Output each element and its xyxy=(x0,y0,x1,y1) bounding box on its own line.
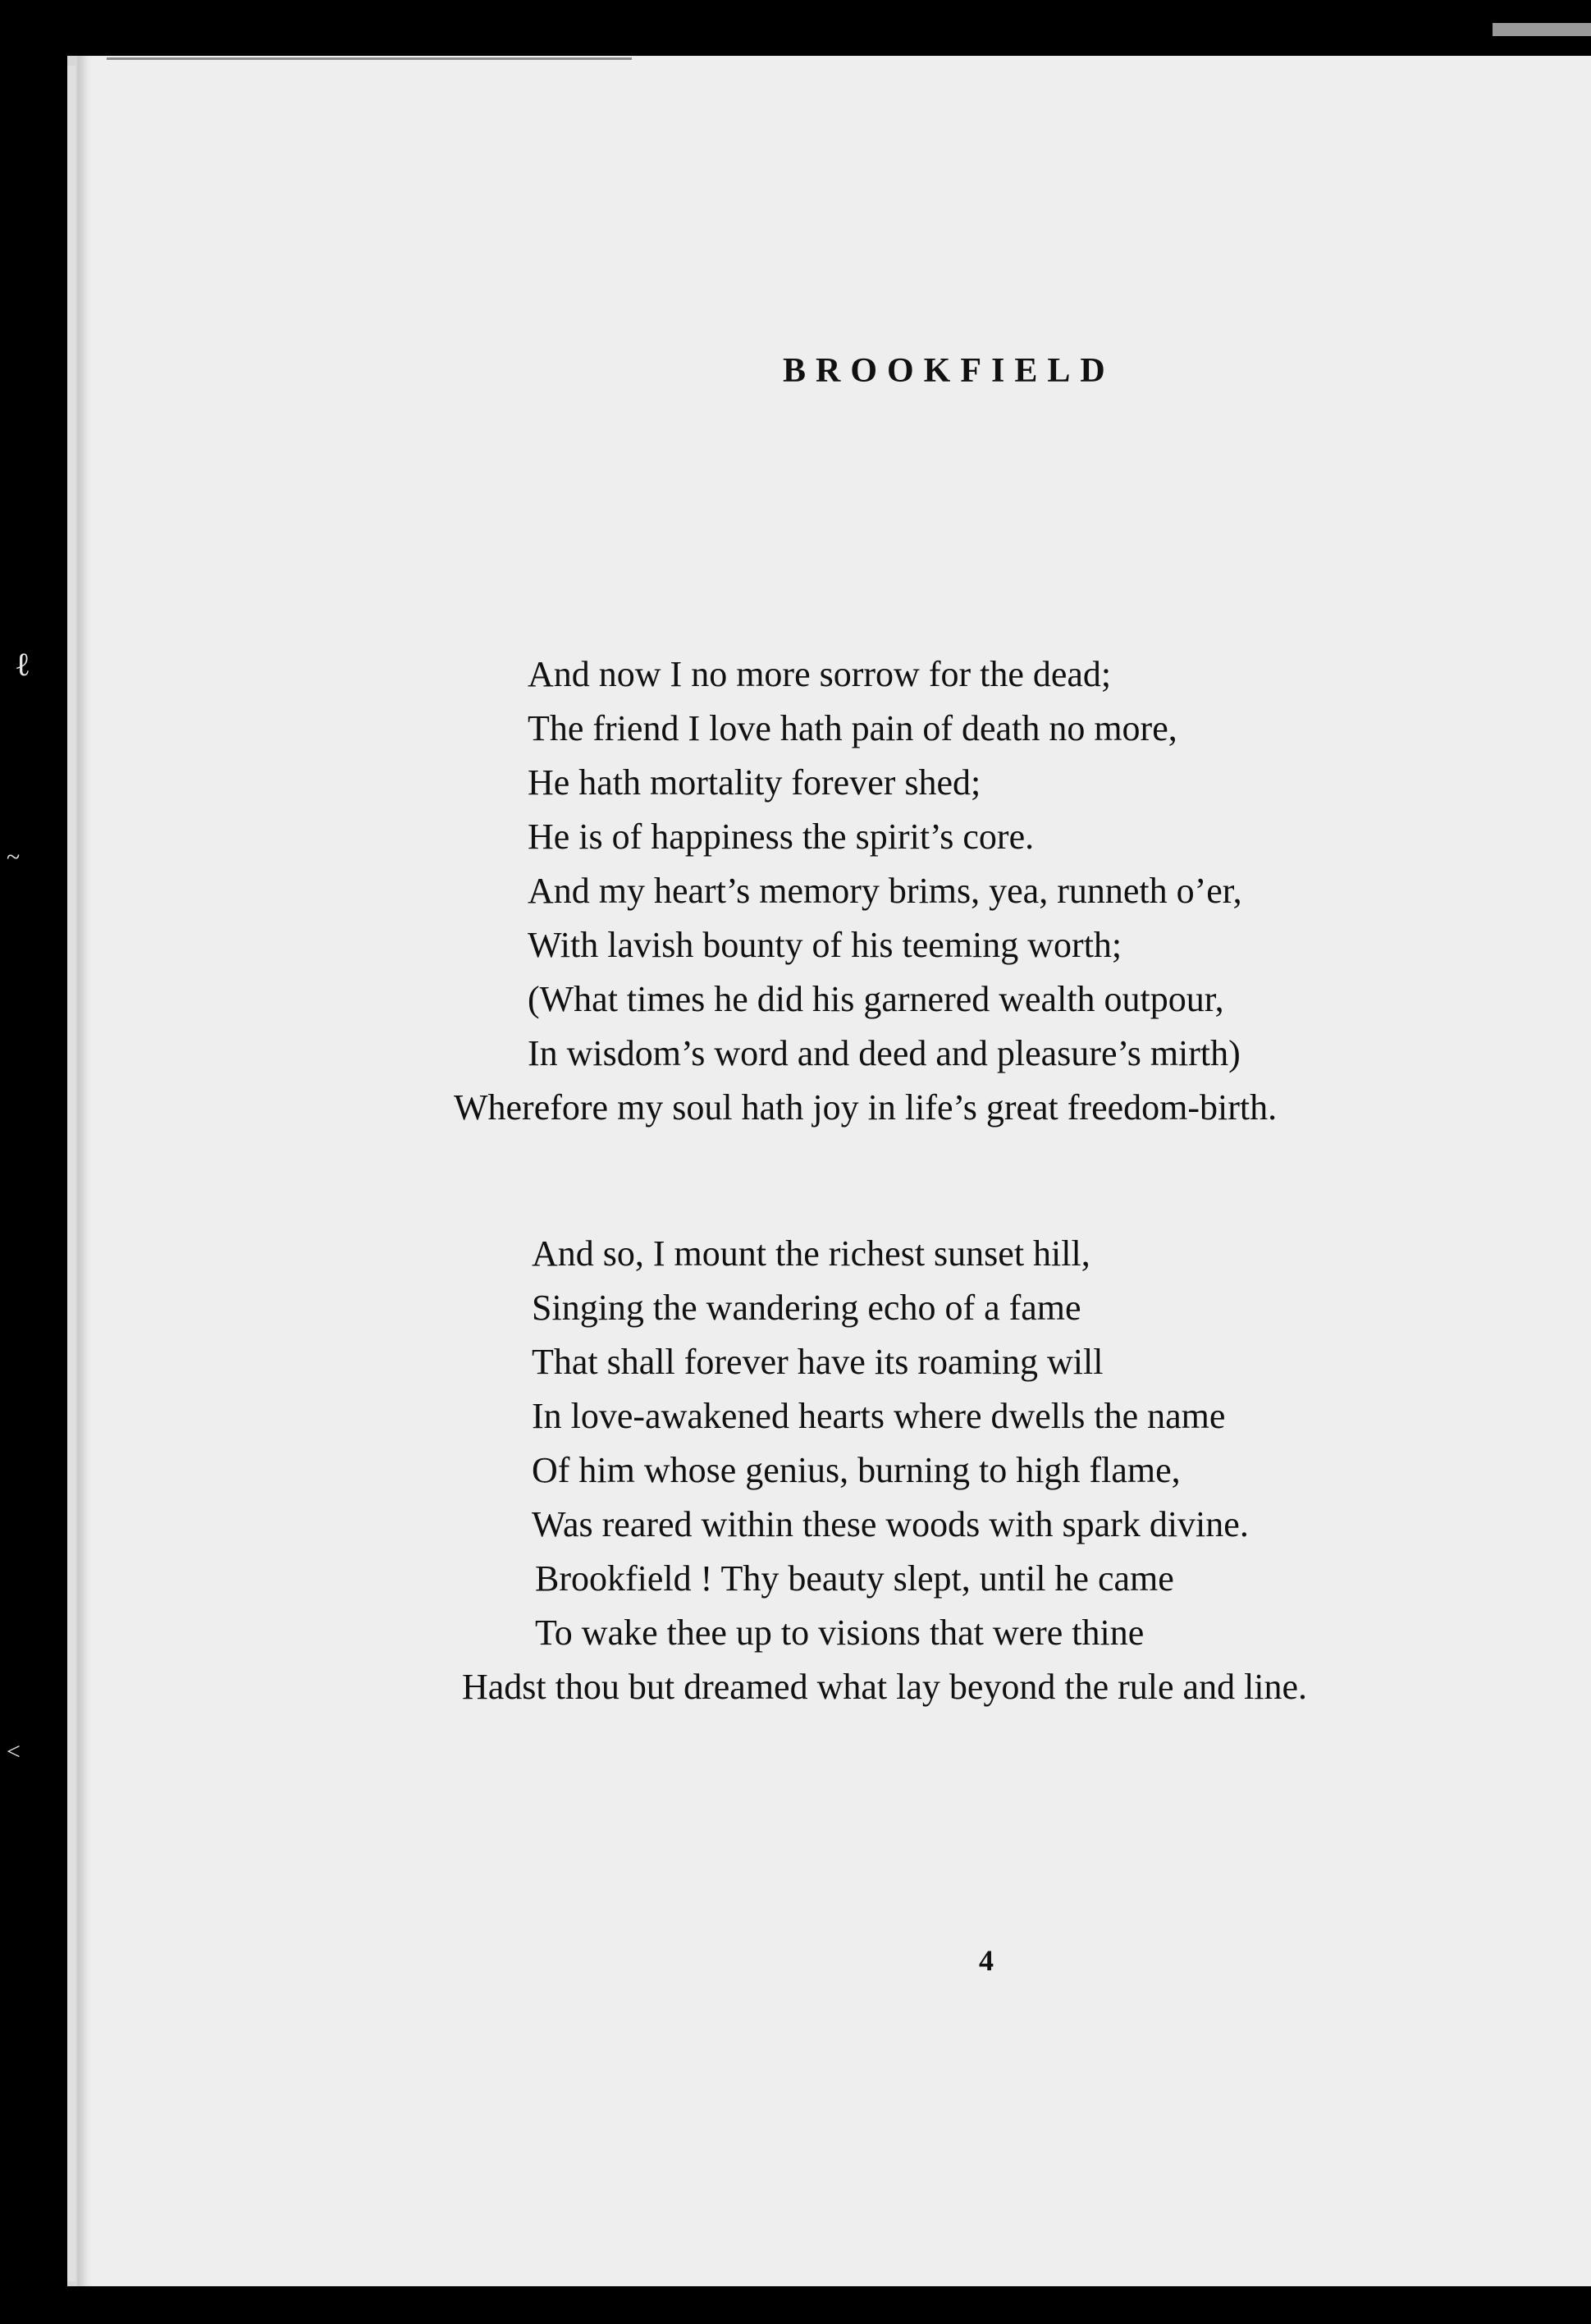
poem-line: Wherefore my soul hath joy in life’s great freedom-birth. xyxy=(454,1087,1278,1128)
page-number: 4 xyxy=(979,1944,994,1977)
poem-line: To wake thee up to visions that were thine xyxy=(535,1613,1145,1653)
poem-line: Singing the wandering echo of a fame xyxy=(532,1288,1081,1328)
margin-tick-icon: < xyxy=(7,1738,21,1765)
poem-line: (What times he did his garnered wealth outpour, xyxy=(528,979,1224,1019)
poem-line: The friend I love hath pain of death no more, xyxy=(528,708,1177,748)
poem-line: Brookfield ! Thy beauty slept, until he came xyxy=(535,1558,1174,1599)
poem-line: He is of happiness the spirit’s core. xyxy=(528,817,1035,857)
scan-corner-artifact xyxy=(1493,23,1591,36)
margin-tick-icon: ~ xyxy=(7,844,21,871)
page-binding-edge xyxy=(67,66,75,2281)
page-top-edge xyxy=(107,57,632,60)
poem-line: And my heart’s memory brims, yea, runneth o’er, xyxy=(528,871,1242,911)
poem-line: And so, I mount the richest sunset hill, xyxy=(532,1233,1090,1274)
poem-line: Of him whose genius, burning to high flame, xyxy=(532,1450,1181,1490)
poem-line: Was reared within these woods with spark divine. xyxy=(532,1504,1249,1544)
poem-line: In wisdom’s word and deed and pleasure’s mirth) xyxy=(528,1033,1241,1073)
poem-line: Hadst thou but dreamed what lay beyond the rule and line. xyxy=(462,1667,1308,1707)
poem-line: He hath mortality forever shed; xyxy=(528,762,981,803)
poem-title: BROOKFIELD xyxy=(783,352,1115,390)
margin-mark-icon: ℓ xyxy=(15,646,31,683)
poem-line: With lavish bounty of his teeming worth; xyxy=(528,925,1122,965)
poem-line: In love-awakened hearts where dwells the name xyxy=(532,1396,1226,1436)
poem-line: That shall forever have its roaming will xyxy=(532,1342,1104,1382)
poem-line: And now I no more sorrow for the dead; xyxy=(528,654,1112,694)
